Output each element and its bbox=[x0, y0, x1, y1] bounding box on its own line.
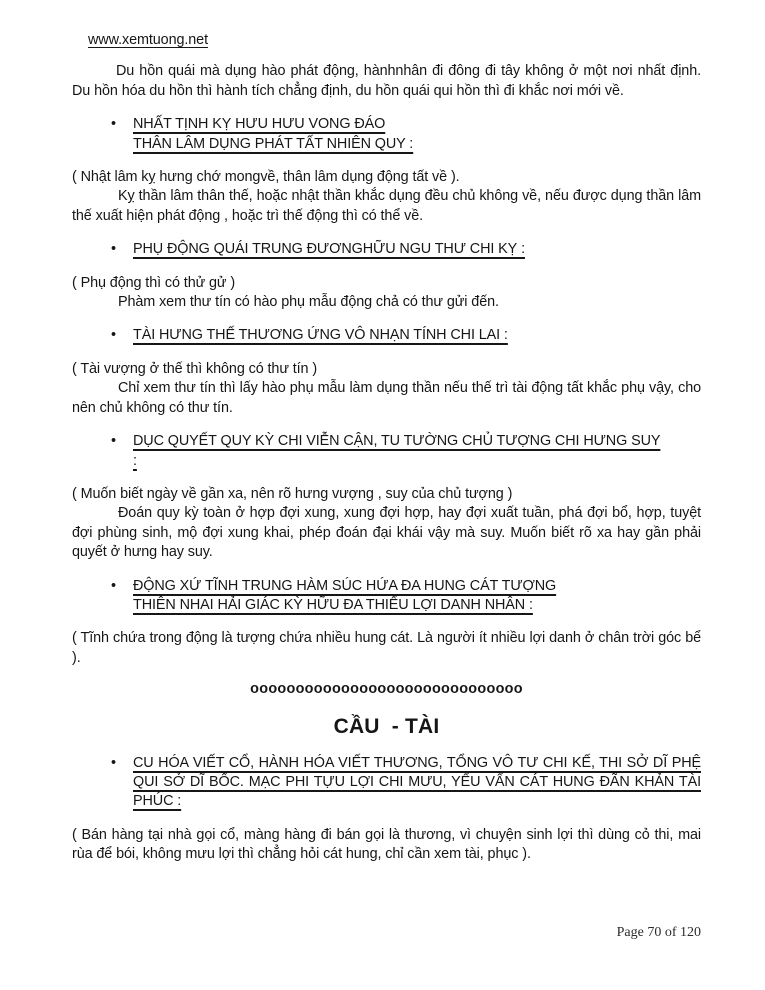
page-content bbox=[72, 0, 701, 865]
section-heading-line: ĐỘNG XỨ TĨNH TRUNG HÀM SÚC HỨA ĐA HUNG CÁT TƯỢNG bbox=[133, 577, 557, 594]
section bbox=[72, 326, 701, 418]
section-heading-line: THÂN LÂM DỤNG PHÁT TẤT NHIÊN QUY : bbox=[133, 135, 414, 152]
section-heading-line: CU HÓA VIẾT CỔ, HÀNH HÓA VIẾT THƯƠNG, TỔNG VÔ TƯ CHI KẾ, THI SỞ DĨ PHỆ QUI SỞ DĨ BỐC. MẠC PHI TỰU LỢI CHI MƯU, YẾU VẤN CÁT HUNG ĐÃN KHẢN TÀI PHÚC : bbox=[133, 754, 701, 810]
commentary-paragraph: Chỉ xem thư tín thì lấy hào phụ mẫu làm dụng thần nếu thế trì tài động tất khắc phụ vậy, cho nên chủ không có thư tín. bbox=[72, 380, 701, 416]
section-heading bbox=[72, 115, 701, 154]
section-heading bbox=[72, 754, 701, 812]
section-heading-line: NHẤT TỊNH KỴ HƯU HƯU VONG ĐÁO bbox=[133, 116, 386, 133]
commentary-paragraph: Kỵ thần lâm thân thế, hoặc nhật thần khắc dụng đều chủ không về, nếu được dụng thần lâm thế xuất hiện phát động , hoặc trì thế động thì có thể về. bbox=[72, 188, 701, 224]
section bbox=[72, 432, 701, 562]
bullet-icon: • bbox=[111, 433, 116, 450]
section-heading-line: : bbox=[133, 452, 137, 469]
section-heading bbox=[72, 240, 701, 259]
section-heading-line: THIÊN NHAI HẢI GIÁC KỲ HỮU ĐA THIỂU LỢI DANH NHÂN : bbox=[133, 596, 533, 613]
section bbox=[72, 754, 701, 865]
bullet-icon: • bbox=[111, 754, 116, 771]
gloss-paragraph: ( Bán hàng tại nhà gọi cổ, màng hàng đi bán gọi là thương, vì chuyện sinh lợi thì dùng cỏ thi, mai rùa để bói, không mưu lợi thì chẳng hỏi cát hung, chỉ cần xem tài, phục ). bbox=[72, 826, 701, 863]
chapter-title: CẦU - TÀI bbox=[333, 714, 440, 738]
section bbox=[72, 115, 701, 226]
section-heading-line: TÀI HƯNG THẾ THƯƠNG ỨNG VÔ NHẠN TÍNH CHI LAI : bbox=[133, 327, 508, 344]
section-heading-line: DỤC QUYẾT QUY KỲ CHI VIỄN CẬN, TU TƯỜNG CHỦ TƯỢNG CHI HƯNG SUY bbox=[133, 433, 661, 450]
separator-row: oooooooooooooooooooooooooooooo bbox=[250, 681, 523, 698]
section-heading bbox=[72, 577, 701, 616]
intro-paragraph: Du hồn quái mà dụng hào phát động, hànhnhân đi đông đi tây không ở một nơi nhất định. Du hồn hóa du hồn thì hành tích chẳng định, du hồn quái qui hồn thì đi khắc nơi mới về. bbox=[72, 63, 701, 99]
commentary-paragraph: Phàm xem thư tín có hào phụ mẫu động chả có thư gửi đến. bbox=[118, 294, 499, 311]
bullet-icon: • bbox=[111, 241, 116, 258]
gloss-paragraph: ( Muốn biết ngày về gần xa, nên rõ hưng vượng , suy của chủ tượng ) bbox=[72, 485, 513, 502]
section-heading bbox=[72, 432, 701, 471]
bullet-icon: • bbox=[111, 327, 116, 344]
page-number: Page 70 of 120 bbox=[616, 925, 701, 940]
commentary-paragraph: Đoán quy kỳ toàn ở hợp đợi xung, xung đợi hợp, hay đợi xuất tuần, phá đợi bổ, hợp, tuyệt đợi phùng sinh, mộ đợi xung khai, phép đoán đại khái vậy mà suy. Muốn biết rõ xa hay gần phải quyết ở hưng hay suy. bbox=[72, 505, 701, 561]
bullet-icon: • bbox=[111, 116, 116, 133]
section bbox=[72, 240, 701, 312]
bullet-icon: • bbox=[111, 577, 116, 594]
gloss-paragraph: ( Tĩnh chứa trong động là tượng chứa nhiều hung cát. Là người ít nhiều lợi danh ở chân trời góc bể ). bbox=[72, 630, 701, 666]
site-url: www.xemtuong.net bbox=[88, 32, 208, 48]
gloss-paragraph: ( Tài vượng ở thế thì không có thư tín ) bbox=[72, 360, 318, 377]
section bbox=[72, 577, 701, 669]
gloss-paragraph: ( Nhật lâm kỵ hưng chớ mongvề, thân lâm dụng động tất về ). bbox=[72, 169, 460, 186]
section-heading bbox=[72, 326, 701, 345]
gloss-paragraph: ( Phụ động thì có thử gử ) bbox=[72, 274, 236, 291]
section-heading-line: PHỤ ĐỘNG QUÁI TRUNG ĐƯƠNGHỮU NGU THƯ CHI KỴ : bbox=[133, 241, 525, 258]
